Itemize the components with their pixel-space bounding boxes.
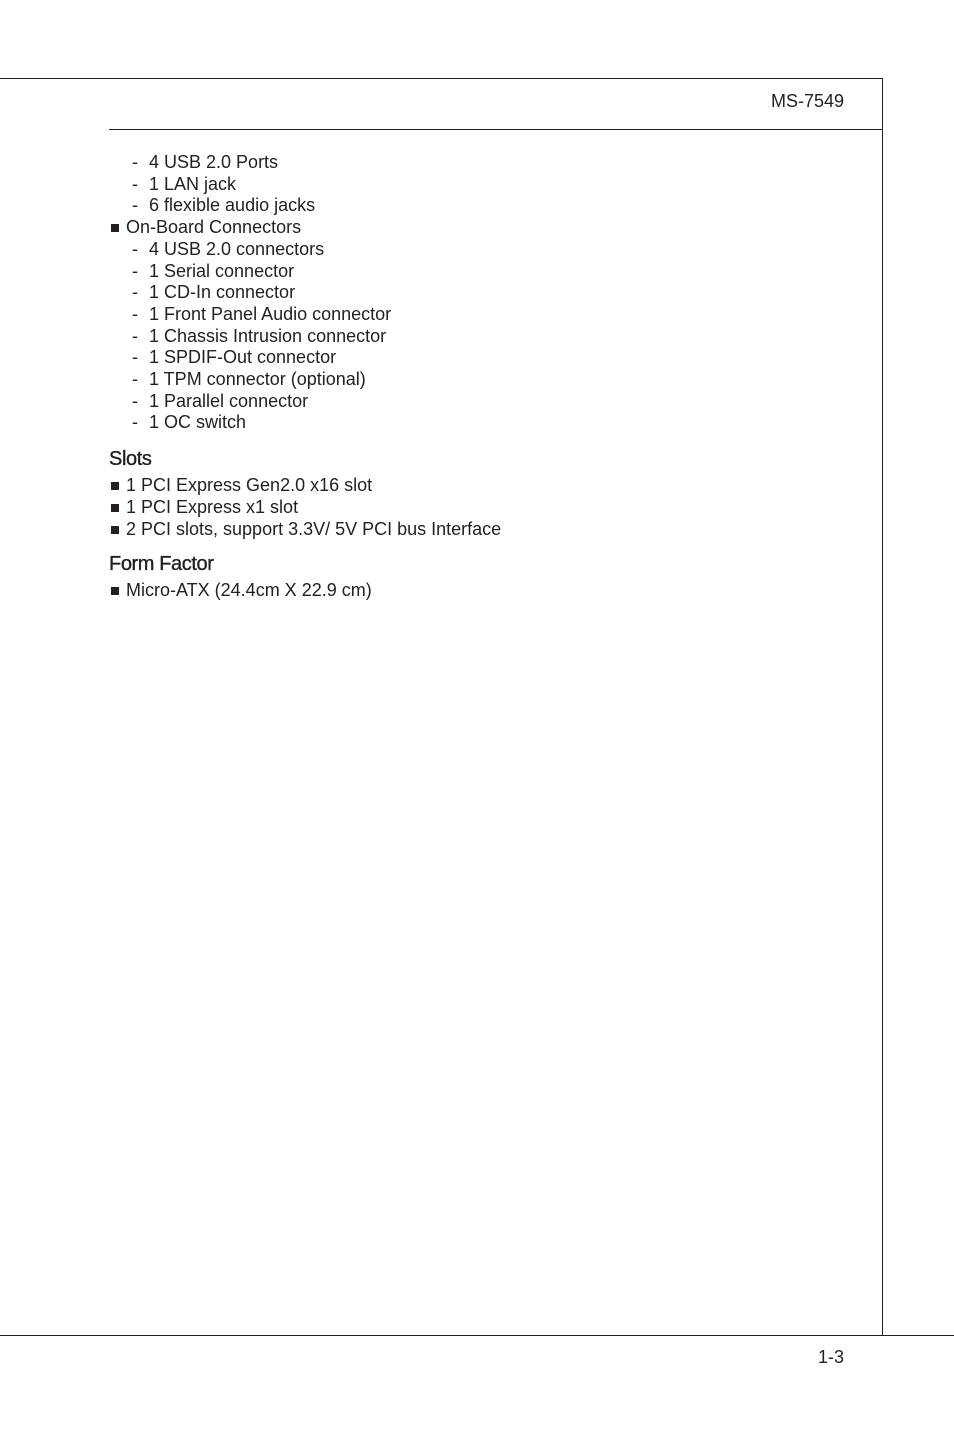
list-item: 2 PCI slots, support 3.3V/ 5V PCI bus Interface (109, 519, 869, 541)
list-item: - 6 flexible audio jacks (132, 195, 316, 216)
list-item: - 1 OC switch (132, 412, 247, 433)
list-item: - 1 Chassis Intrusion connector (132, 325, 387, 346)
rear-ports-list (109, 152, 869, 217)
top-rule (0, 78, 883, 79)
dash-marker: - (132, 282, 138, 303)
right-margin-rule (882, 78, 883, 1336)
square-bullet-icon (111, 224, 119, 232)
dash-marker: - (132, 412, 138, 433)
dash-marker: - (132, 325, 138, 346)
list-item: - 1 CD-In connector (132, 282, 296, 303)
dash-marker: - (132, 347, 138, 368)
onboard-connectors-list (109, 217, 869, 434)
slots-title: Slots (109, 448, 152, 471)
header-rule (109, 129, 883, 130)
dash-marker: - (132, 173, 138, 194)
list-item: 1 PCI Express x1 slot (109, 497, 869, 519)
list-item: 1 PCI Express Gen2.0 x16 slot (109, 475, 869, 497)
model-number: MS-7549 (770, 91, 844, 111)
form-factor-title: Form Factor (109, 553, 214, 576)
list-item: - 1 TPM connector (optional) (132, 369, 366, 390)
dash-marker: - (132, 369, 138, 390)
list-item: Micro-ATX (24.4cm X 22.9 cm) (109, 580, 869, 602)
page-number: 1-3 (817, 1347, 844, 1367)
slots-list (109, 475, 869, 540)
list-item: - 1 Parallel connector (132, 390, 309, 411)
list-item: - 1 LAN jack (132, 173, 237, 194)
dash-marker: - (132, 152, 138, 172)
form-factor-list (109, 580, 869, 602)
square-bullet-icon (111, 482, 119, 490)
onboard-connectors-heading: On-Board Connectors (109, 217, 869, 239)
list-item: - 4 USB 2.0 connectors (132, 238, 325, 259)
list-item: - 1 SPDIF-Out connector (132, 347, 337, 368)
square-bullet-icon (111, 526, 119, 534)
list-item: - 4 USB 2.0 Ports (132, 152, 279, 172)
square-bullet-icon (111, 504, 119, 512)
list-item: - 1 Front Panel Audio connector (132, 303, 392, 324)
spec-content (109, 152, 869, 602)
square-bullet-icon (111, 587, 119, 595)
dash-marker: - (132, 195, 138, 216)
dash-marker: - (132, 238, 138, 259)
dash-marker: - (132, 303, 138, 324)
list-item: - 1 Serial connector (132, 260, 295, 281)
bottom-rule (0, 1335, 954, 1336)
dash-marker: - (132, 390, 138, 411)
dash-marker: - (132, 260, 138, 281)
